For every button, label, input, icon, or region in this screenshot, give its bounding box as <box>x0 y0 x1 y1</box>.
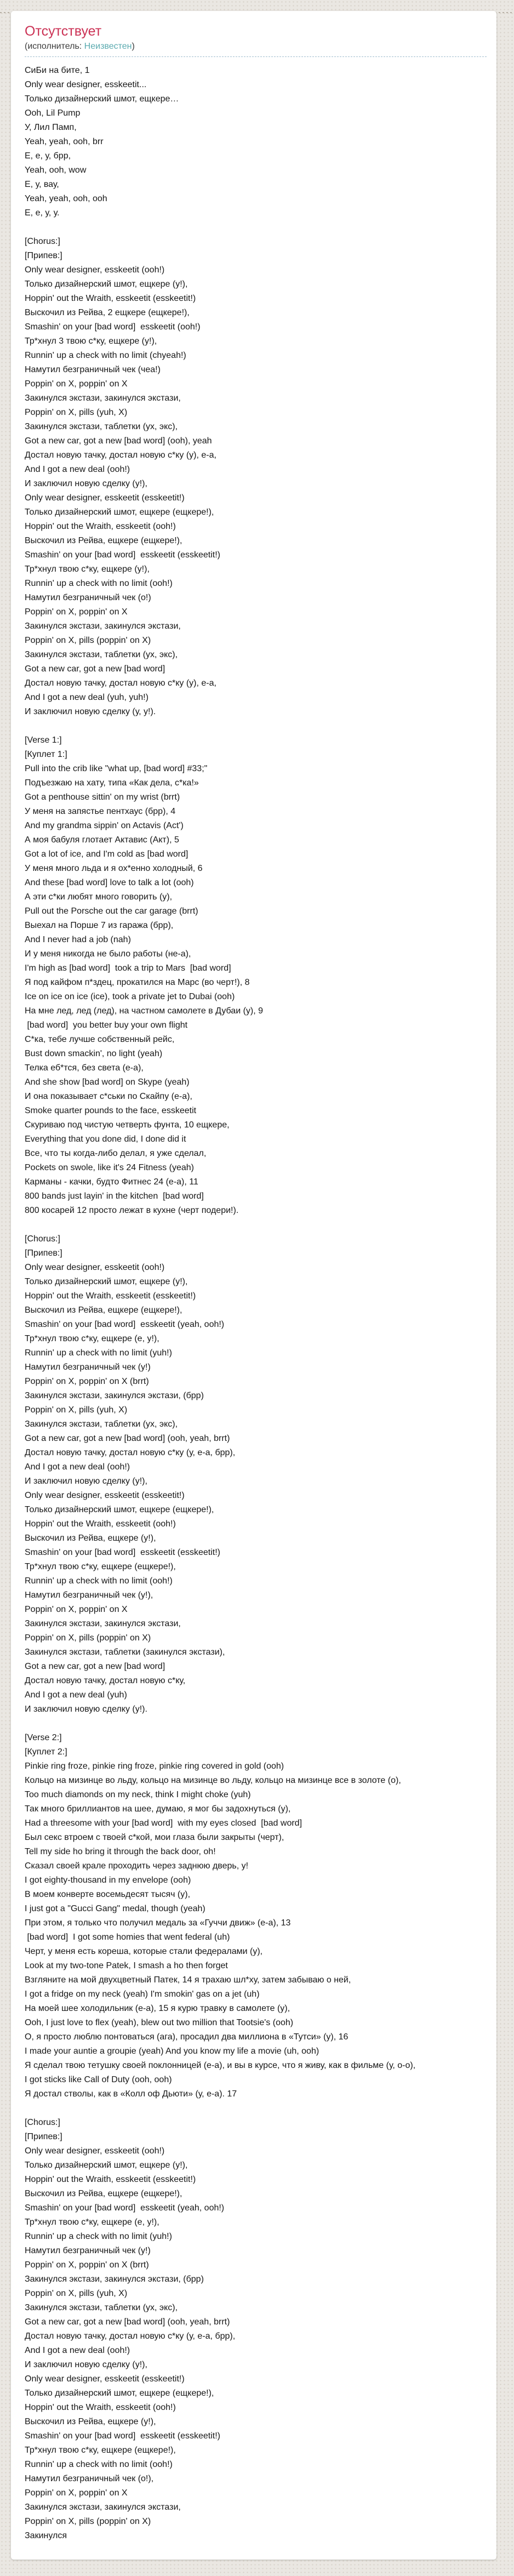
lyric-line: [Verse 1:] <box>25 736 62 745</box>
lyric-line: И она показывает с*ськи по Скайпу (е-а), <box>25 1092 192 1101</box>
lyric-line: Закинулся экстази, закинулся экстази, <box>25 622 181 631</box>
lyric-line: Выехал на Порше 7 из гаража (брр), <box>25 921 174 930</box>
lyric-line: Только дизайнерский шмот, ещкере (у!), <box>25 2161 188 2170</box>
lyric-line: Закинулся экстази, таблетки (закинулся экстази), <box>25 1648 225 1657</box>
lyric-line: Hoppin' out the Wraith, esskeetit (esskeetit!) <box>25 2175 196 2184</box>
lyric-line: Закинулся экстази, таблетки (ух, экс), <box>25 650 178 659</box>
lyric-line: Pull into the crib like "what up, [bad word] #33;" <box>25 764 208 773</box>
lyric-line: And I got a new deal (ooh!) <box>25 1462 130 1472</box>
lyric-line: And I never had a job (nah) <box>25 935 131 944</box>
lyric-line: Poppin' on X, pills (poppin' on X) <box>25 636 151 645</box>
lyric-line: Закинулся экстази, закинулся экстази, (брр) <box>25 1391 204 1400</box>
page-title: Отсутствует <box>25 24 102 39</box>
lyric-line: Got a new car, got a new [bad word] (ooh), yeah <box>25 436 212 446</box>
lyric-line: Ooh, Lil Pump <box>25 109 81 118</box>
lyrics-stanza <box>25 235 487 719</box>
lyric-line: У меня на запястье пентхаус (брр), 4 <box>25 807 176 816</box>
lyric-line: Выскочил из Рейва, ещкере (у!), <box>25 2417 156 2426</box>
lyric-line: Сказал своей крале проходить через заднюю дверь, у! <box>25 1861 249 1871</box>
lyric-line: Тр*хнул 3 твою с*ку, ещкере (у!), <box>25 337 157 346</box>
lyric-line: Достал новую тачку, достал новую с*ку (у), е-а, <box>25 451 216 460</box>
lyric-line: Телка еб*тся, без света (е-а), <box>25 1063 144 1073</box>
lyric-line: Poppin' on X, pills (yuh, X) <box>25 408 128 417</box>
lyric-line: Подъезжаю на хату, типа «Как дела, с*ка!» <box>25 778 199 788</box>
lyric-line: [Куплет 2:] <box>25 1747 67 1757</box>
lyric-line: Got a new car, got a new [bad word] <box>25 1662 165 1671</box>
lyric-line: Закинулся экстази, закинулся экстази, <box>25 394 181 403</box>
lyric-line: А моя бабуля глотает Актавис (Акт), 5 <box>25 835 179 845</box>
lyric-line: Yeah, yeah, ooh, brr <box>25 137 104 146</box>
lyric-line: And these [bad word] love to talk a lot (ooh) <box>25 878 194 887</box>
lyric-line: Е, у, вау, <box>25 180 59 189</box>
lyric-line: Карманы - качки, будто Фитнес 24 (е-а), 11 <box>25 1177 198 1187</box>
lyrics-stanza <box>25 1731 487 2101</box>
artist-prefix: (исполнитель: <box>25 42 84 51</box>
lyric-line: Got a penthouse sittin' on my wrist (brrt) <box>25 793 180 802</box>
lyric-line: Smashin' on your [bad word] esskeetit (yeah, ooh!) <box>25 1320 225 1329</box>
lyric-line: Намутил безграничный чек (о!), <box>25 2474 154 2483</box>
lyric-line: [Припев:] <box>25 251 62 260</box>
lyric-line: О, я просто люблю понтоваться (ага), просадил два миллиона в «Тутси» (у), 16 <box>25 2032 349 2042</box>
artist-suffix: ) <box>132 42 135 51</box>
lyric-line: Runnin' up a check with no limit (chyeah!) <box>25 351 186 360</box>
lyric-line: У, Лил Памп, <box>25 123 77 132</box>
lyric-line: Выскочил из Рейва, ещкере (ещкере!), <box>25 536 182 545</box>
lyric-line: Только дизайнерский шмот, ещкере (ещкере!), <box>25 2389 214 2398</box>
lyric-line: [Припев:] <box>25 1249 62 1258</box>
lyric-line: Got a new car, got a new [bad word] (ooh, yeah, brrt) <box>25 1434 230 1443</box>
lyric-line: Взгляните на мой двухцветный Патек, 14 я трахаю шл*ху, затем забываю о ней, <box>25 1975 351 1985</box>
lyric-line: Smashin' on your [bad word] esskeetit (ooh!) <box>25 322 201 332</box>
lyrics-stanza <box>25 1232 487 1717</box>
lyric-line: Закинулся <box>25 2531 67 2540</box>
lyric-line: Е, е, у, брр, <box>25 151 71 161</box>
lyric-line: И у меня никогда не было работы (не-а), <box>25 949 191 959</box>
lyric-line: И заключил новую сделку (у!), <box>25 479 147 488</box>
lyric-line: Poppin' on X, pills (poppin' on X) <box>25 2517 151 2526</box>
lyric-line: Runnin' up a check with no limit (ooh!) <box>25 2460 173 2469</box>
lyric-line: I got sticks like Call of Duty (ooh, ooh) <box>25 2075 172 2084</box>
lyric-line: Yeah, ooh, wow <box>25 166 87 175</box>
lyric-line: Тр*хнул твою с*ку, ещкере (у!), <box>25 565 150 574</box>
lyric-line: [Chorus:] <box>25 2118 60 2127</box>
lyric-line: Runnin' up a check with no limit (ooh!) <box>25 1576 173 1586</box>
lyric-line: Hoppin' out the Wraith, esskeetit (esskeetit!) <box>25 294 196 303</box>
lyric-line: Выскочил из Рейва, ещкере (ещкере!), <box>25 2189 182 2198</box>
lyric-line: Got a lot of ice, and I'm cold as [bad word] <box>25 850 189 859</box>
lyric-line: Bust down smackin', no light (yeah) <box>25 1049 163 1058</box>
lyric-line: Only wear designer, esskeetit (ooh!) <box>25 1263 165 1272</box>
lyric-line: Закинулся экстази, закинулся экстази, <box>25 1619 181 1628</box>
lyric-line: На мне лед, лед (лед), на частном самолете в Дубаи (у), 9 <box>25 1006 264 1016</box>
lyric-line: Poppin' on X, pills (yuh, X) <box>25 1405 128 1415</box>
lyric-line: Poppin' on X, pills (poppin' on X) <box>25 1633 151 1643</box>
lyric-line: I just got a "Gucci Gang" medal, though (yeah) <box>25 1904 205 1913</box>
lyric-line: Намутил безграничный чек (у!), <box>25 1591 153 1600</box>
lyric-line: Я сделал твою тетушку своей поклонницей (е-а), и вы в курсе, что я живу, как в фильме (у, о-о), <box>25 2061 416 2070</box>
lyric-line: Poppin' on X, poppin' on X <box>25 1605 128 1614</box>
lyric-line: Poppin' on X, pills (yuh, X) <box>25 2289 128 2298</box>
lyric-line: Only wear designer, esskeetit (ooh!) <box>25 2146 165 2156</box>
lyric-line: Too much diamonds on my neck, think I might choke (yuh) <box>25 1790 251 1799</box>
lyric-line: Тр*хнул твою с*ку, ещкере (е, у!), <box>25 1334 159 1343</box>
lyric-line: Скуриваю под чистую четверть фунта, 10 ещкере, <box>25 1120 230 1130</box>
lyric-line: При этом, я только что получил медаль за «Гуччи движ» (е-а), 13 <box>25 1918 291 1928</box>
lyric-line: Hoppin' out the Wraith, esskeetit (ooh!) <box>25 522 176 531</box>
lyric-line: Тр*хнул твою с*ку, ещкере (ещкере!), <box>25 1562 176 1571</box>
lyric-line: Poppin' on X, poppin' on X <box>25 2488 128 2498</box>
lyric-line: Только дизайнерский шмот, ещкере (ещкере!), <box>25 1505 214 1514</box>
lyrics-text <box>25 64 487 2543</box>
lyric-line: Runnin' up a check with no limit (yuh!) <box>25 2232 172 2241</box>
lyric-line: Hoppin' out the Wraith, esskeetit (ooh!) <box>25 2403 176 2412</box>
lyric-line: [Припев:] <box>25 2132 62 2141</box>
lyric-line: Намутил безграничный чек (у!) <box>25 2246 151 2255</box>
lyric-line: Had a threesome with your [bad word] with my eyes closed [bad word] <box>25 1819 302 1828</box>
lyric-line: Намутил безграничный чек (о!) <box>25 593 151 602</box>
lyric-line: I made your auntie a groupie (yeah) And you know my life a movie (uh, ooh) <box>25 2047 319 2056</box>
lyric-line: Достал новую тачку, достал новую с*ку (у, е-а, брр), <box>25 1448 236 1457</box>
lyric-line: Got a new car, got a new [bad word] <box>25 664 165 674</box>
lyric-line: I got a fridge on my neck (yeah) I'm smokin' gas on a jet (uh) <box>25 1990 260 1999</box>
lyric-line: Выскочил из Рейва, 2 ещкере (ещкере!), <box>25 308 190 317</box>
lyric-line: И заключил новую сделку (у!), <box>25 2360 147 2369</box>
lyric-line: Everything that you done did, I done did it <box>25 1135 186 1144</box>
lyric-line: Намутил безграничный чек (чеа!) <box>25 365 161 374</box>
lyric-line: Look at my two-tone Patek, I smash a ho then forget <box>25 1961 228 1970</box>
lyric-line: Достал новую тачку, достал новую с*ку (у), е-а, <box>25 679 216 688</box>
lyric-line: Черт, у меня есть кореша, которые стали федералами (у), <box>25 1947 263 1956</box>
lyric-line: Достал новую тачку, достал новую с*ку (у, е-а, брр), <box>25 2332 236 2341</box>
lyric-line: [bad word] I got some homies that went federal (uh) <box>25 1933 230 1942</box>
lyric-line: I got eighty-thousand in my envelope (ooh) <box>25 1876 191 1885</box>
lyric-line: И заключил новую сделку (у!), <box>25 1477 147 1486</box>
lyric-line: [Chorus:] <box>25 237 60 246</box>
lyric-line: And she show [bad word] on Skype (yeah) <box>25 1078 190 1087</box>
lyric-line: Pockets on swole, like it's 24 Fitness (yeah) <box>25 1163 194 1172</box>
lyric-line: У меня много льда и я ох*енно холодный, 6 <box>25 864 203 873</box>
lyric-line: Smoke quarter pounds to the face, esskeetit <box>25 1106 197 1115</box>
lyric-line: А эти с*ки любят много говорить (у), <box>25 892 173 902</box>
lyric-line: Poppin' on X, poppin' on X <box>25 379 128 389</box>
lyric-line: [bad word] you better buy your own flight <box>25 1021 188 1030</box>
lyric-line: Выскочил из Рейва, ещкере (у!), <box>25 1534 156 1543</box>
lyric-line: [Verse 2:] <box>25 1733 62 1742</box>
lyric-line: And I got a new deal (ooh!) <box>25 465 130 474</box>
lyric-line: Тр*хнул твою с*ку, ещкере (ещкере!), <box>25 2446 176 2455</box>
lyric-line: Закинулся экстази, закинулся экстази, <box>25 2503 181 2512</box>
lyrics-card <box>11 11 496 2560</box>
lyric-line: Hoppin' out the Wraith, esskeetit (esskeetit!) <box>25 1291 196 1301</box>
lyric-line: And I got a new deal (ooh!) <box>25 2346 130 2355</box>
lyric-line: And I got a new deal (yuh) <box>25 1690 127 1700</box>
lyric-line: Smashin' on your [bad word] esskeetit (esskeetit!) <box>25 2431 220 2441</box>
lyric-line: Hoppin' out the Wraith, esskeetit (ooh!) <box>25 1519 176 1529</box>
lyric-line: С*ка, тебе лучше собственный рейс, <box>25 1035 175 1044</box>
lyric-line: [Куплет 1:] <box>25 750 67 759</box>
lyric-line: Закинулся экстази, таблетки (ух, экс), <box>25 422 178 431</box>
lyric-line: Poppin' on X, poppin' on X <box>25 607 128 617</box>
lyric-line: Runnin' up a check with no limit (yuh!) <box>25 1348 172 1358</box>
lyric-line: 800 косарей 12 просто лежат в кухне (черт подери!). <box>25 1206 239 1215</box>
lyric-line: Только дизайнерский шмот, ещкере (у!), <box>25 1277 188 1286</box>
lyric-line: Тр*хнул твою с*ку, ещкере (е, у!), <box>25 2218 159 2227</box>
lyric-line: Smashin' on your [bad word] esskeetit (esskeetit!) <box>25 1548 220 1557</box>
lyric-line: Так много бриллиантов на шее, думаю, я мог бы задохнуться (у), <box>25 1804 291 1814</box>
lyric-line: Только дизайнерский шмот, ещкере (ещкере!), <box>25 508 214 517</box>
lyric-line: Я под кайфом п*здец, прокатился на Марс (во черт!), 8 <box>25 978 250 987</box>
lyric-line: Намутил безграничный чек (у!) <box>25 1363 151 1372</box>
lyric-line: Ice on ice on ice (ice), took a private jet to Dubai (ooh) <box>25 992 235 1001</box>
lyric-line: Закинулся экстази, таблетки (ух, экс), <box>25 1420 178 1429</box>
lyric-line: СиБи на бите, 1 <box>25 66 90 75</box>
lyric-line: На моей шее холодильник (е-а), 15 я курю травку в самолете (у), <box>25 2004 290 2013</box>
lyrics-stanza <box>25 64 487 220</box>
lyric-line: Был секс втроем с твоей с*кой, мои глаза были закрыты (черт), <box>25 1833 284 1842</box>
lyric-line: Закинулся экстази, таблетки (ух, экс), <box>25 2303 178 2312</box>
lyric-line: Pull out the Porsche out the car garage (brrt) <box>25 907 198 916</box>
lyric-line: And I got a new deal (yuh, yuh!) <box>25 693 149 702</box>
lyric-line: Yeah, yeah, ooh, ooh <box>25 194 107 203</box>
lyric-line: Only wear designer, esskeetit (ooh!) <box>25 265 165 275</box>
lyric-line: Закинулся экстази, закинулся экстази, (брр) <box>25 2275 204 2284</box>
lyric-line: Pinkie ring froze, pinkie ring froze, pinkie ring covered in gold (ooh) <box>25 1762 284 1771</box>
lyric-line: Все, что ты когда-либо делал, я уже сделал, <box>25 1149 207 1158</box>
page-background <box>0 11 514 2576</box>
lyric-line: Я достал стволы, как в «Колл оф Дьюти» (у, е-а). 17 <box>25 2089 237 2099</box>
lyric-line: Достал новую тачку, достал новую с*ку, <box>25 1676 186 1685</box>
lyric-line: Only wear designer, esskeetit (esskeetit!) <box>25 493 185 503</box>
lyric-line: Smashin' on your [bad word] esskeetit (esskeetit!) <box>25 550 220 560</box>
lyric-line: Got a new car, got a new [bad word] (ooh, yeah, brrt) <box>25 2317 230 2327</box>
lyric-line: Tell my side ho bring it through the back door, oh! <box>25 1847 216 1856</box>
lyric-line: Only wear designer, esskeetit... <box>25 80 147 89</box>
divider <box>25 56 487 57</box>
lyric-line: Е, е, у, у. <box>25 208 60 218</box>
lyric-line: Только дизайнерский шмот, ещкере… <box>25 94 179 104</box>
lyric-line: Выскочил из Рейва, ещкере (ещкере!), <box>25 1306 182 1315</box>
lyrics-stanza <box>25 733 487 1218</box>
lyric-line: I'm high as [bad word] took a trip to Mars [bad word] <box>25 964 231 973</box>
artist-line <box>25 41 487 53</box>
lyric-line: Кольцо на мизинце во льду, кольцо на мизинце во льду, кольцо на мизинце все в золоте (о), <box>25 1776 401 1785</box>
lyric-line: [Chorus:] <box>25 1234 60 1244</box>
lyric-line: И заключил новую сделку (у!). <box>25 1705 147 1714</box>
lyric-line: Smashin' on your [bad word] esskeetit (yeah, ooh!) <box>25 2203 225 2213</box>
lyric-line: В моем конверте восемьдесят тысяч (у), <box>25 1890 191 1899</box>
lyrics-stanza <box>25 2116 487 2543</box>
lyric-line: Ooh, I just love to flex (yeah), blew out two million that Tootsie's (ooh) <box>25 2018 294 2027</box>
lyric-line: И заключил новую сделку (у, у!). <box>25 707 156 716</box>
lyric-line: And my grandma sippin' on Actavis (Act') <box>25 821 184 830</box>
lyric-line: Только дизайнерский шмот, ещкере (у!), <box>25 280 188 289</box>
lyric-line: 800 bands just layin' in the kitchen [bad word] <box>25 1192 204 1201</box>
lyric-line: Only wear designer, esskeetit (esskeetit!) <box>25 2374 185 2384</box>
lyric-line: Only wear designer, esskeetit (esskeetit!) <box>25 1491 185 1500</box>
lyric-line: Poppin' on X, poppin' on X (brrt) <box>25 1377 149 1386</box>
artist-link[interactable]: Неизвестен <box>84 42 132 51</box>
lyric-line: Poppin' on X, poppin' on X (brrt) <box>25 2260 149 2270</box>
lyric-line: Runnin' up a check with no limit (ooh!) <box>25 579 173 588</box>
